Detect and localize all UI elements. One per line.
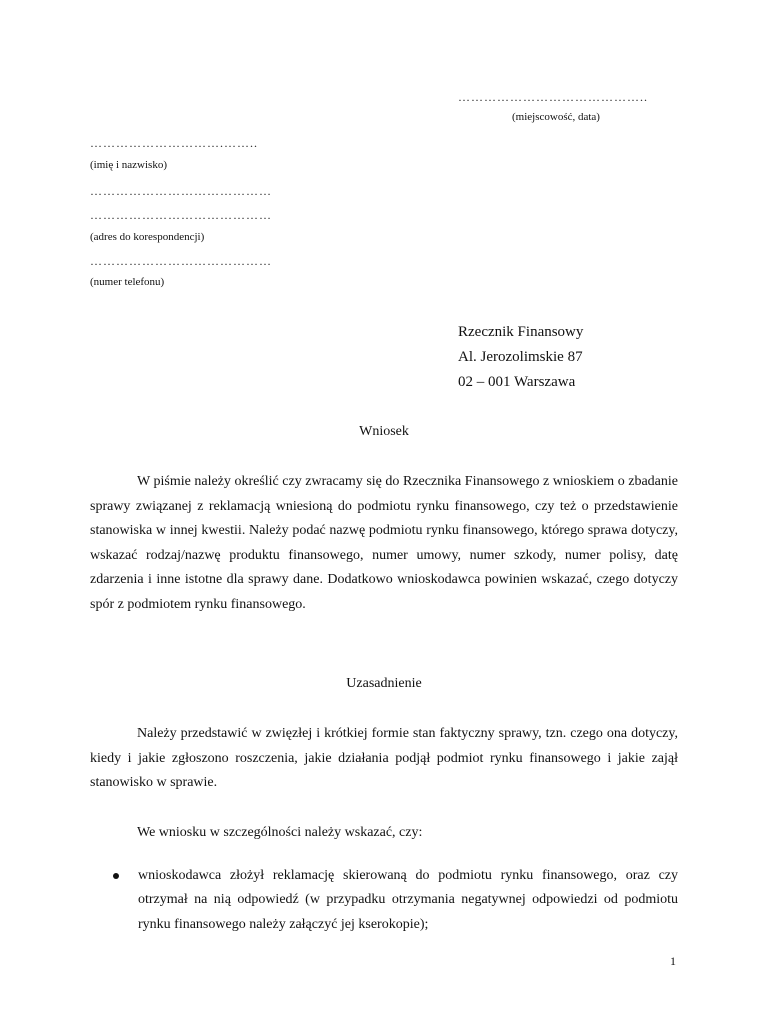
sender-phone-label: (numer telefonu) xyxy=(90,276,165,288)
justification-heading: Uzasadnienie xyxy=(346,676,422,691)
sender-address-label: (adres do korespondencji) xyxy=(90,231,205,243)
requirements-list xyxy=(90,864,678,937)
intro-paragraph: W piśmie należy określić czy zwracamy się do Rzecznika Finansowego z wnioskiem o zbadanie sprawy związanej z reklamacją wniesioną do podmiotu rynku finansowego, czy też o przedstawienie stanowiska w innej kwestii. Należy podać nazwę podmiotu rynku finansowego, którego sprawa dotyczy, wskazać rodzaj/nazwę produktu finansowego, numer umowy, numer szkody, numer polisy, datę zdarzenia i inne istotne dla sprawy dane. Dodatkowo wnioskodawca powinien wskazać, czego dotyczy spór z podmiotem rynku finansowego. xyxy=(90,474,678,612)
sender-phone-dots: …………………………………… xyxy=(90,254,272,268)
recipient-line-3: 02 – 001 Warszawa xyxy=(458,374,576,390)
page-number: 1 xyxy=(670,954,676,968)
list-intro: We wniosku w szczególności należy wskazać, czy: xyxy=(137,825,423,840)
sender-name-label: (imię i nazwisko) xyxy=(90,159,167,171)
place-date-dots: …………………………………….. xyxy=(458,90,648,104)
place-date-label: (miejscowość, data) xyxy=(512,111,600,123)
sender-address-dots-1: …………………………………… xyxy=(90,184,272,198)
sender-address-dots-2: …………………………………… xyxy=(90,208,272,222)
document-title: Wniosek xyxy=(359,424,409,439)
list-item xyxy=(90,864,678,937)
recipient-line-2: Al. Jerozolimskie 87 xyxy=(458,349,583,365)
bullet-icon xyxy=(113,873,119,879)
sender-name-dots: ………………………….…….. xyxy=(90,136,258,150)
justification-paragraph: Należy przedstawić w zwięzłej i krótkiej formie stan faktyczny sprawy, tzn. czego ona dotyczy, kiedy i jakie zgłoszono roszczenia, jakie działania podjął podmiot rynku finansowego i jakie zajął stanowisko w sprawie. xyxy=(90,726,678,791)
recipient-line-1: Rzecznik Finansowy xyxy=(458,324,584,340)
list-item-text: wnioskodawca złożył reklamację skierowaną do podmiotu rynku finansowego, oraz czy otrzymał na nią odpowiedź (w przypadku otrzymania negatywnej odpowiedzi od podmiotu rynku finansowego należy załączyć jej kserokopie); xyxy=(138,868,678,932)
